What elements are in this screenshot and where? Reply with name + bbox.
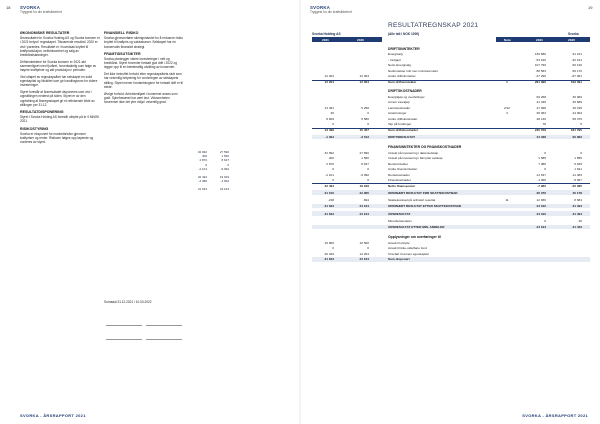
row-value: 2 870 xyxy=(326,161,334,166)
row-value: -47 290 xyxy=(535,74,546,79)
statement-row xyxy=(312,257,590,262)
row-value: -87 061 xyxy=(571,74,582,79)
mini-cell: 19 919 xyxy=(219,175,229,180)
row-label: Overført til annen egenkapital xyxy=(388,251,429,256)
row-value: 12 004 xyxy=(359,74,369,79)
statement-row xyxy=(312,161,590,166)
row-label: Opplysninger om overføringer til xyxy=(388,235,441,240)
row-label: Renteinntekter xyxy=(388,161,409,166)
row-value: -53 910 xyxy=(535,57,546,62)
statement-row xyxy=(312,211,590,216)
row-value: 5 xyxy=(580,122,582,127)
row-value: 40 178 xyxy=(572,190,582,195)
row-value: 31 623 xyxy=(324,203,334,208)
statement-row xyxy=(312,183,590,188)
row-value: -20 385 xyxy=(571,184,582,189)
mini-cell: 32 494 xyxy=(197,175,207,180)
row-note: 1 xyxy=(506,80,508,85)
statement-row xyxy=(312,106,590,111)
row-value: 31 623 xyxy=(324,257,334,262)
row-value: 0 xyxy=(580,150,582,155)
mini-cell: -1 902 xyxy=(220,179,229,184)
row-label: ÅRSRESULTAT xyxy=(388,211,411,216)
statement-row xyxy=(312,246,590,251)
row-label: ORDINÆRT RESULTAT ETTER SKATTEKOSTNAD xyxy=(388,203,462,208)
row-label: Energisalg xyxy=(388,52,403,57)
row-value: 22 965 xyxy=(359,190,369,195)
row-label: Netto Energisalg xyxy=(388,63,411,68)
row-label: Inntekt på investering i datterselskap xyxy=(388,150,439,155)
mini-cell: 27 590 xyxy=(219,150,229,154)
row-value: 13 491 xyxy=(324,105,334,110)
row-value: 36 376 xyxy=(536,190,546,195)
row-label: ÅRSRESULTAT ETTER MIN. ANDELER xyxy=(388,224,445,229)
brand-logo-right: SVORKA xyxy=(310,5,331,10)
footer-left: SVORKA - ÅRSRAPPORT 2021 xyxy=(20,413,86,418)
column-header-group xyxy=(496,37,590,42)
row-value: 139 680 xyxy=(534,52,546,57)
mini-row xyxy=(187,167,229,171)
row-value: -694 xyxy=(362,198,369,203)
mini-cell: 31 623 xyxy=(197,187,207,192)
row-value: 24 164 xyxy=(359,211,369,216)
row-value: 0 xyxy=(332,178,334,183)
mini-cell: -2 380 xyxy=(198,179,207,184)
row-label: Minoritetsandeler xyxy=(388,219,412,224)
brand-subtitle-right: Tryggest for din kraftsikkerhet xyxy=(310,10,352,14)
row-value: 31 494 xyxy=(572,203,582,208)
row-label: Lønnskostnader xyxy=(388,105,411,110)
paragraph: Ved utløpet av regnskapsåret har selskapet en solid egenkapital og likviditet som gir handlingsrom for videre investeringer. xyxy=(20,75,98,88)
statement-row xyxy=(312,122,590,127)
statement-row xyxy=(312,145,590,150)
row-value: -11 483 xyxy=(571,172,582,177)
statement-row xyxy=(312,80,590,85)
row-label: Sum disponert xyxy=(388,257,410,262)
row-label: Annen varekjøp xyxy=(388,100,410,105)
signature-block xyxy=(104,300,184,307)
row-label: Netto finansposter xyxy=(388,184,416,189)
statement-row xyxy=(312,111,590,116)
row-label: Sum driftskostnader xyxy=(388,128,419,133)
row-value: 107 799 xyxy=(534,63,546,68)
row-value: 0 xyxy=(367,122,369,127)
row-value: 1 855 xyxy=(574,156,582,161)
header-currency-note: (Alle tall i NOK 1000) xyxy=(388,32,420,36)
statement-row xyxy=(312,150,590,155)
row-value: 14 264 xyxy=(359,251,369,256)
mini-cell: 0 xyxy=(227,162,229,167)
row-value: 10 500 xyxy=(359,240,369,245)
row-value: 32 494 xyxy=(324,184,334,189)
row-value: 12 066 xyxy=(536,198,546,203)
row-value: 0 xyxy=(367,178,369,183)
mini-cell: 32 092 xyxy=(197,150,207,154)
mini-cell: 8 647 xyxy=(221,158,229,163)
header-group: Svorka xyxy=(568,32,579,36)
summary-mini-table xyxy=(187,150,229,192)
statement-row xyxy=(312,95,590,100)
row-value: 91 161 xyxy=(572,52,582,57)
signature-line xyxy=(146,332,182,340)
row-label: Andre driftsinntekter xyxy=(388,74,416,79)
row-value: 30 060 xyxy=(572,94,582,99)
mini-cell: -9 092 xyxy=(220,166,229,171)
row-value: 89 170 xyxy=(572,68,582,73)
row-value: 20 429 xyxy=(324,251,334,256)
statement-row xyxy=(312,190,590,195)
statement-row xyxy=(312,69,590,74)
row-label: Avsatt til utbytte xyxy=(388,240,410,245)
row-value: 24 310 xyxy=(536,203,546,208)
row-value: 31 623 xyxy=(324,211,334,216)
row-value: 9 258 xyxy=(361,105,369,110)
row-value: 24 003 xyxy=(572,111,582,116)
statement-row xyxy=(312,156,590,161)
page-number-left: 18 xyxy=(6,5,11,10)
row-value: 400 xyxy=(328,156,334,161)
statement-row xyxy=(312,172,590,177)
row-label: Nettinntekter inkl.mer-/mindreinntekt xyxy=(388,68,438,73)
row-label: ORDINÆRT RESULTAT FØR SKATTEKOSTNAD xyxy=(388,190,458,195)
row-label: Andre finansinntekter xyxy=(388,167,418,172)
row-value: 8 684 xyxy=(574,198,582,203)
row-value: 1 621 xyxy=(574,167,582,172)
row-value: 32 092 xyxy=(324,150,334,155)
row-value: 30 xyxy=(330,111,334,116)
statement-row xyxy=(312,89,590,94)
statement-row xyxy=(312,219,590,224)
column-header-holding xyxy=(312,37,382,42)
col-2021: 2021 xyxy=(322,37,329,42)
row-value: 24 310 xyxy=(536,211,546,216)
row-label: FINANSINNTEKTER OG FINANSKOSTNADER xyxy=(388,145,462,150)
paragraph: Driftsinntektene for Svorka konsern er 2021 økt sammenlignet med fjoråret, hovedsakelig som følge av høyere kraftpriser og økt produksjon i perioden. xyxy=(20,59,97,73)
brand-subtitle-left: Tryggest for din kraftsikkerhet xyxy=(20,10,62,14)
statement-row xyxy=(312,167,590,172)
section-heading: RESULTATDISPONERING xyxy=(20,110,64,115)
paragraph: Svorka er eksponert for markedsrisiko gjennom kraftpriser og renter. Risikoen følges opp løpende og vurderes av styret. xyxy=(20,131,94,145)
header-holding: Svorka Holding AS xyxy=(312,32,341,36)
row-value: 69 268 xyxy=(536,94,546,99)
section-heading: ØKONOMISKE RESULTATER xyxy=(20,31,70,35)
row-value: -9 092 xyxy=(360,172,369,177)
row-value: 240 709 xyxy=(534,128,546,133)
row-value: -1 394 xyxy=(325,134,334,139)
statement-row xyxy=(312,178,590,183)
signature-line xyxy=(106,332,142,340)
row-value: 8 647 xyxy=(361,161,369,166)
signature-line xyxy=(106,318,142,326)
paragraph: Styret i Svorka Holding AS foreslår utbytte på kr 9 MNOK 2021. xyxy=(20,115,100,124)
section-heading: RISIKOSTYRING xyxy=(20,126,49,131)
row-label: Skattekostnad på ordinært resultat xyxy=(388,198,436,203)
paragraph: Styret foreslår at årsresultatet disponeres som vist i oppstillingen nederst på siden. Styret er av den oppfatning at årsregnskapet gir et rettvisende bilde av stillingen per 31.12. xyxy=(20,90,95,107)
row-value: 192 391 xyxy=(570,80,582,85)
row-value: 0 xyxy=(544,219,546,224)
row-value: 0 xyxy=(544,150,546,155)
row-value: 15 467 xyxy=(359,128,369,133)
section-heading: FINANSIELL RISIKO xyxy=(104,31,139,35)
mini-cell: 2 870 xyxy=(199,158,207,163)
row-value: 15 800 xyxy=(324,240,334,245)
row-value: 44 338 xyxy=(536,134,546,139)
paragraph: Svorka planlegger videre investeringer i nett og bredbånd. Styret forventer fortsatt god drift i 2022 og legger opp til en bærekraftig utvikling av konsernet. xyxy=(104,57,177,70)
row-label: Avsatt til ikke-utdelbare fond xyxy=(388,246,427,251)
row-value: 0 xyxy=(367,111,369,116)
mini-row xyxy=(187,179,229,183)
row-value: -2 101 xyxy=(325,172,334,177)
row-label: DRIFTSINNTEKTER xyxy=(388,46,420,51)
row-value: 0 xyxy=(544,167,546,172)
row-value: 31 494 xyxy=(572,211,582,216)
brand-logo-left: SVORKA xyxy=(20,5,41,10)
row-value: 12 004 xyxy=(359,80,369,85)
row-note: 3 xyxy=(506,111,508,116)
row-value: 1 585 xyxy=(538,156,546,161)
row-value: 48 130 xyxy=(536,116,546,121)
sign-date: Surnadal 31.12.2021 / 10.03.2022 xyxy=(104,300,152,304)
row-value: 12 204 xyxy=(324,74,334,79)
row-value: 291 396 xyxy=(534,80,546,85)
row-value: -3 513 xyxy=(360,134,369,139)
page-title: RESULTATREGNSKAP 2021 xyxy=(388,22,479,29)
row-value: 27 590 xyxy=(359,150,369,155)
paragraph: Svorka gjennomfører sikringshandel for å redusere risiko knyttet til kraftpris og valutakurser. Selskapet har en konservativ finansiell strategi. xyxy=(104,36,183,49)
statement-row xyxy=(312,241,590,246)
signature-line xyxy=(146,318,182,326)
row-label: Finanskostnader xyxy=(388,178,411,183)
row-value: -5 067 xyxy=(573,178,582,183)
statement-row xyxy=(312,117,590,122)
report-text-column-left xyxy=(20,28,100,147)
row-value: 58 476 xyxy=(572,116,582,121)
row-value: 6 580 xyxy=(361,116,369,121)
statement-row xyxy=(312,47,590,52)
row-value: 60 126 xyxy=(572,63,582,68)
row-label: Andre driftskostnader xyxy=(388,116,418,121)
statement-row xyxy=(312,58,590,63)
row-value: 0 xyxy=(332,246,334,251)
mini-cell: -2 101 xyxy=(198,166,207,171)
row-value: 24 164 xyxy=(359,257,369,262)
row-value: -7 962 xyxy=(537,184,546,189)
row-value: 24 194 xyxy=(536,224,546,229)
col-note: Note xyxy=(504,37,511,42)
statement-row xyxy=(312,100,590,105)
section-heading: FRAMTIDSUTSIKTER xyxy=(104,51,141,56)
row-label: Energikjøp og overføringer xyxy=(388,94,425,99)
row-label: Rentekostnader xyxy=(388,172,410,177)
row-value: 90 963 xyxy=(572,134,582,139)
row-label: Tap på fordringer xyxy=(388,122,412,127)
row-value: 28 063 xyxy=(536,111,546,116)
row-value: 24 164 xyxy=(359,203,369,208)
row-value: 78 xyxy=(542,122,546,127)
row-label: Sum driftsinntekter xyxy=(388,80,417,85)
page-spread-gutter xyxy=(299,0,301,424)
col-2020: 2020 xyxy=(568,37,575,42)
statement-row xyxy=(312,135,590,140)
row-value: 13 496 xyxy=(324,128,334,133)
row-value: -218 xyxy=(327,198,334,203)
mini-cell: 1 560 xyxy=(221,154,229,159)
row-note: 2/12 xyxy=(503,105,511,110)
row-value: 181 795 xyxy=(570,128,582,133)
row-value: 45 xyxy=(578,219,582,224)
row-label: DRIFTSRESULTAT xyxy=(388,134,415,139)
row-value: 0 xyxy=(367,246,369,251)
row-value: 47 028 xyxy=(536,105,546,110)
row-label: Avskrivninger xyxy=(388,111,407,116)
row-value: -11 547 xyxy=(535,172,546,177)
row-value: -1 065 xyxy=(537,178,546,183)
row-value: 31 423 xyxy=(572,224,582,229)
row-value: -32 191 xyxy=(571,57,582,62)
row-label: DRIFTSKOSTNADER xyxy=(388,89,422,94)
row-value: 1 560 xyxy=(361,156,369,161)
statement-row xyxy=(312,204,590,209)
statement-row xyxy=(312,225,590,230)
statement-row xyxy=(312,252,590,257)
row-value: 8 609 xyxy=(326,116,334,121)
row-label: - Innkjøpt xyxy=(388,57,401,62)
statement-row xyxy=(312,198,590,203)
mini-cell: 0 xyxy=(205,162,207,167)
statement-row xyxy=(312,128,590,133)
paragraph: Det ikke inntruffet forhold etter regnskapsårets slutt som har vesentlig betydning for vurderingen av selskapets stilling. Styret mener forutsetningene for fortsatt drift er til stede. xyxy=(104,72,183,89)
mini-cell: 24 164 xyxy=(219,187,229,192)
row-value: 7 085 xyxy=(538,161,546,166)
paragraph: Årsresultatet for Svorka Holding AS og Svorka konsern er i 2021 belyst i regnskapet. Tilsvarende resultat i 2020 er vist i parentes. Resultatet er i hovedsak knyttet til kraftproduksjon, nettvirksomhet og salg av bredbåndsløsninger. xyxy=(20,36,100,58)
page-number-right: 19 xyxy=(588,5,593,10)
report-text-column-middle xyxy=(104,28,184,107)
row-value: 19 919 xyxy=(359,184,369,189)
statement-row xyxy=(312,52,590,57)
row-value: 30 689 xyxy=(572,100,582,105)
row-value: 12 204 xyxy=(324,80,334,85)
row-value: 5 629 xyxy=(574,161,582,166)
row-value: 0 xyxy=(332,122,334,127)
statement-row xyxy=(312,63,590,68)
row-value: 31 100 xyxy=(324,190,334,195)
col-2020: 2020 xyxy=(357,37,364,42)
row-value: 46 195 xyxy=(572,105,582,110)
statement-row xyxy=(312,235,590,240)
row-value: 0 xyxy=(367,167,369,172)
footer-right: SVORKA - ÅRSRAPPORT 2021 xyxy=(522,413,588,418)
row-label: Inntekt på investering i tilknyttet selskap xyxy=(388,156,443,161)
paragraph: Øvrige forhold: Arbeidsmiljøet i konsernet anses som godt. Sykefraværet har vært lavt. Virksomheten forurenser ikke det ytre miljø i vesentlig grad. xyxy=(104,91,178,105)
row-note: 11 xyxy=(505,198,509,203)
row-value: 88 563 xyxy=(536,68,546,73)
col-2021: 2021 xyxy=(536,37,543,42)
row-value: 0 xyxy=(332,167,334,172)
mini-cell: 400 xyxy=(201,154,207,159)
row-value: 41 436 xyxy=(536,100,546,105)
mini-row xyxy=(187,187,229,191)
statement-row xyxy=(312,74,590,79)
